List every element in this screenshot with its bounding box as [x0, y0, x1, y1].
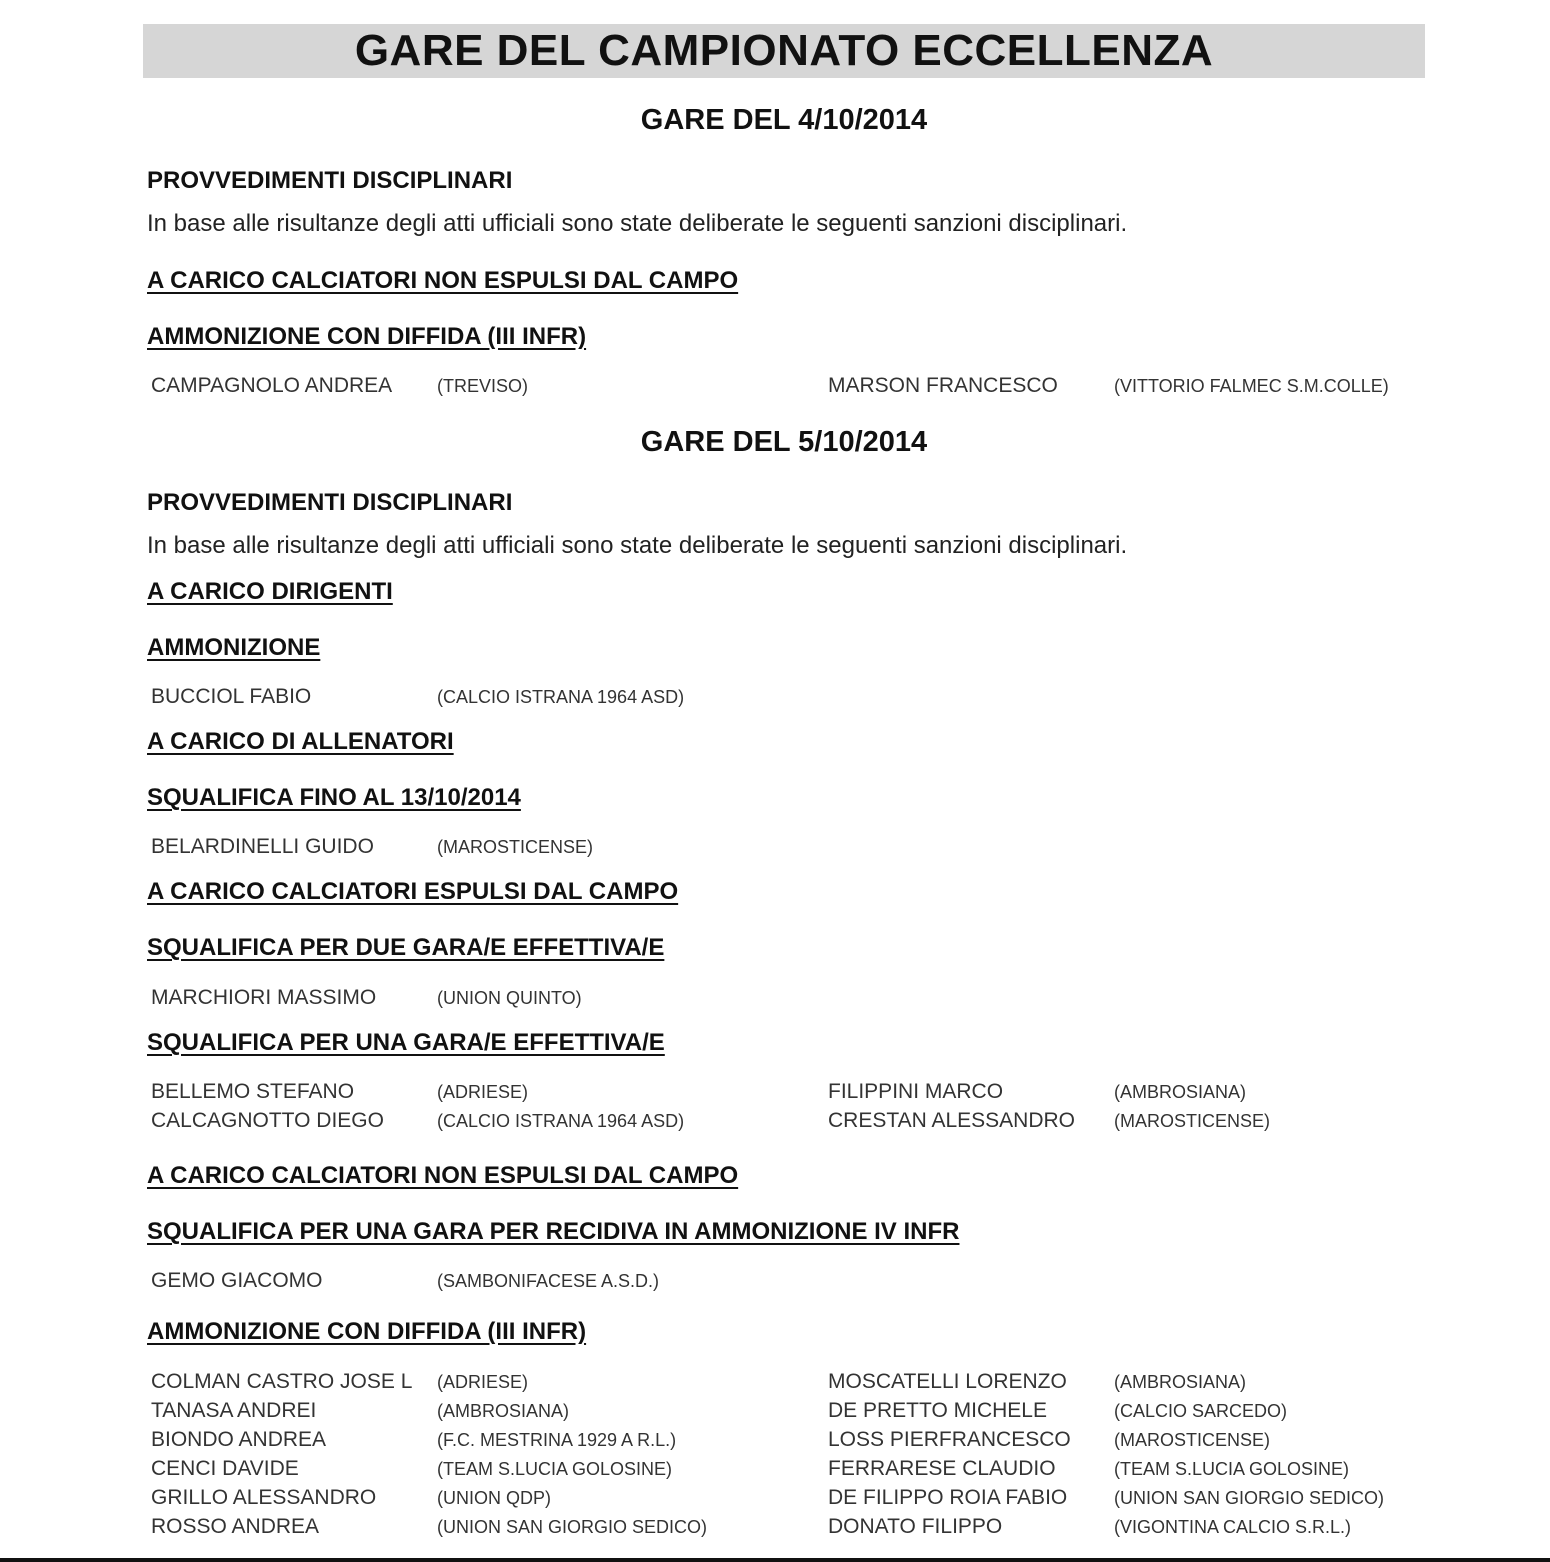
person-name: BELARDINELLI GUIDO	[151, 835, 374, 858]
subhead-non-espulsi-day2: A CARICO CALCIATORI NON ESPULSI DAL CAMPO	[147, 1162, 739, 1189]
player-name: DE FILIPPO ROIA FABIO	[828, 1486, 1068, 1509]
sanction-row	[0, 1109, 1550, 1137]
team-name: (AMBROSIANA)	[437, 1401, 570, 1421]
player-name: BIONDO ANDREA	[151, 1428, 327, 1451]
team-name: (MAROSTICENSE)	[1114, 1111, 1271, 1131]
document-title-bar	[143, 24, 1425, 78]
player-name: ROSSO ANDREA	[151, 1515, 320, 1538]
player-name: FERRARESE CLAUDIO	[828, 1457, 1056, 1480]
provvedimenti-heading-day1: PROVVEDIMENTI DISCIPLINARI	[147, 167, 513, 194]
sanction-row	[0, 1428, 1550, 1456]
subhead-diffida-day2: AMMONIZIONE CON DIFFIDA (III INFR)	[147, 1318, 587, 1345]
sanction-row	[0, 685, 1550, 713]
person-name: BUCCIOL FABIO	[151, 685, 312, 708]
intro-text-day1: In base alle risultanze degli atti ufficiali sono state deliberate le seguenti sanzioni disciplinari.	[147, 210, 1128, 237]
bottom-rule	[0, 1558, 1550, 1562]
player-name: MARSON FRANCESCO	[828, 374, 1058, 397]
team-name: (MAROSTICENSE)	[437, 837, 594, 857]
team-name: (UNION QUINTO)	[437, 988, 582, 1008]
team-name: (CALCIO ISTRANA 1964 ASD)	[437, 687, 685, 707]
subhead-espulsi: A CARICO CALCIATORI ESPULSI DAL CAMPO	[147, 878, 679, 905]
sanction-row	[0, 835, 1550, 863]
team-name: (ADRIESE)	[437, 1082, 529, 1102]
sanction-row	[0, 1457, 1550, 1485]
team-name: (AMBROSIANA)	[1114, 1082, 1247, 1102]
team-name: (F.C. MESTRINA 1929 A R.L.)	[437, 1430, 677, 1450]
document-title: GARE DEL CAMPIONATO ECCELLENZA	[354, 26, 1214, 75]
sanction-row	[0, 1486, 1550, 1514]
player-name: FILIPPINI MARCO	[828, 1080, 1004, 1103]
player-name: BELLEMO STEFANO	[151, 1080, 355, 1103]
sanction-row	[0, 1269, 1550, 1297]
team-name: (VITTORIO FALMEC S.M.COLLE)	[1114, 376, 1389, 396]
team-name: (TREVISO)	[437, 376, 529, 396]
sanction-row	[0, 1515, 1550, 1543]
subhead-allenatori: A CARICO DI ALLENATORI	[147, 728, 454, 755]
subhead-dirigenti: A CARICO DIRIGENTI	[147, 578, 393, 605]
player-name: MARCHIORI MASSIMO	[151, 986, 377, 1009]
team-name: (UNION SAN GIORGIO SEDICO)	[437, 1517, 708, 1537]
subhead-diffida-day1: AMMONIZIONE CON DIFFIDA (III INFR)	[147, 323, 587, 350]
player-name: MOSCATELLI LORENZO	[828, 1370, 1067, 1393]
player-name: CENCI DAVIDE	[151, 1457, 299, 1480]
team-name: (TEAM S.LUCIA GOLOSINE)	[437, 1459, 673, 1479]
subhead-ammonizione: AMMONIZIONE	[147, 634, 321, 661]
subhead-squalifica-una: SQUALIFICA PER UNA GARA/E EFFETTIVA/E	[147, 1029, 665, 1056]
team-name: (VIGONTINA CALCIO S.R.L.)	[1114, 1517, 1352, 1537]
team-name: (TEAM S.LUCIA GOLOSINE)	[1114, 1459, 1350, 1479]
team-name: (ADRIESE)	[437, 1372, 529, 1392]
intro-text-day2: In base alle risultanze degli atti ufficiali sono state deliberate le seguenti sanzioni disciplinari.	[147, 532, 1128, 559]
team-name: (MAROSTICENSE)	[1114, 1430, 1271, 1450]
sanction-row	[0, 986, 1550, 1014]
player-name: CRESTAN ALESSANDRO	[828, 1109, 1076, 1132]
date-heading-day1: GARE DEL 4/10/2014	[640, 104, 928, 136]
player-name: COLMAN CASTRO JOSE L	[151, 1370, 413, 1393]
team-name: (CALCIO ISTRANA 1964 ASD)	[437, 1111, 685, 1131]
player-name: TANASA ANDREI	[151, 1399, 317, 1422]
subhead-non-espulsi-day1: A CARICO CALCIATORI NON ESPULSI DAL CAMPO	[147, 267, 739, 294]
player-name: LOSS PIERFRANCESCO	[828, 1428, 1071, 1451]
player-name: GEMO GIACOMO	[151, 1269, 323, 1292]
team-name: (AMBROSIANA)	[1114, 1372, 1247, 1392]
player-name: DE PRETTO MICHELE	[828, 1399, 1047, 1422]
player-name: GRILLO ALESSANDRO	[151, 1486, 377, 1509]
team-name: (CALCIO SARCEDO)	[1114, 1401, 1288, 1421]
sanction-row	[0, 1370, 1550, 1398]
team-name: (UNION SAN GIORGIO SEDICO)	[1114, 1488, 1385, 1508]
subhead-squalifica-fino: SQUALIFICA FINO AL 13/10/2014	[147, 784, 521, 811]
player-name: DONATO FILIPPO	[828, 1515, 1003, 1538]
player-name: CAMPAGNOLO ANDREA	[151, 374, 393, 397]
team-name: (UNION QDP)	[437, 1488, 551, 1508]
subhead-squalifica-recidiva: SQUALIFICA PER UNA GARA PER RECIDIVA IN AMMONIZIONE IV INFR	[147, 1218, 960, 1245]
sanction-row	[0, 374, 1550, 402]
provvedimenti-heading-day2: PROVVEDIMENTI DISCIPLINARI	[147, 489, 513, 516]
player-name: CALCAGNOTTO DIEGO	[151, 1109, 384, 1132]
sanction-row	[0, 1080, 1550, 1108]
subhead-squalifica-due: SQUALIFICA PER DUE GARA/E EFFETTIVA/E	[147, 934, 665, 961]
sanction-row	[0, 1399, 1550, 1427]
team-name: (SAMBONIFACESE A.S.D.)	[437, 1271, 660, 1291]
date-heading-day2: GARE DEL 5/10/2014	[640, 426, 928, 458]
